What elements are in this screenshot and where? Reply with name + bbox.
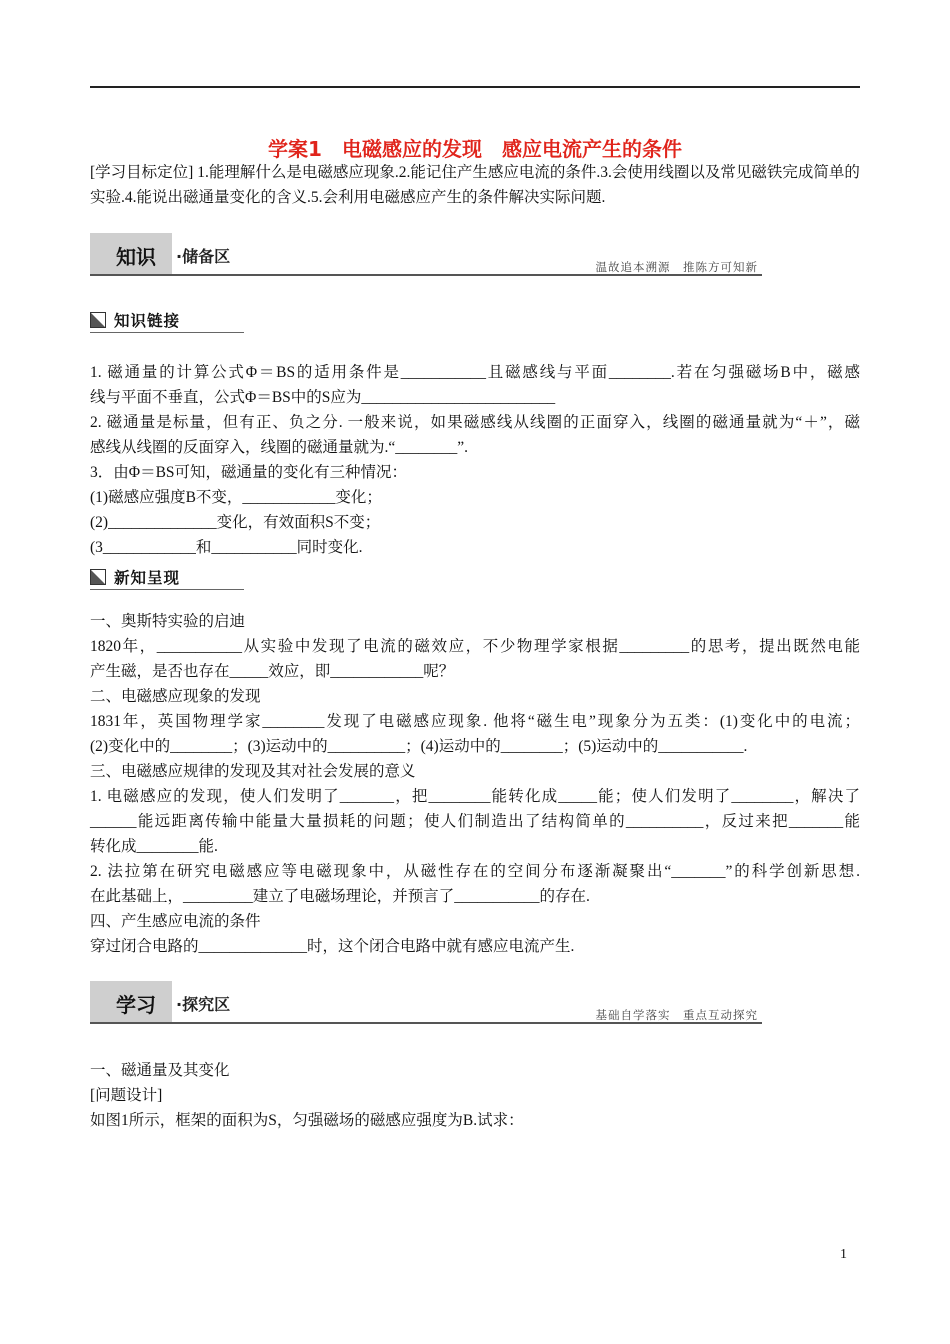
subheading-rule (90, 332, 244, 333)
corner-triangle-icon (90, 312, 106, 328)
section-3-line-5: 在此基础上，_________建立了电磁场理论，并预言了___________的存在. (90, 888, 590, 905)
learning-objectives: [学习目标定位] 1.能理解什么是电磁感应现象.2.能记住产生感应电流的条件.3.会使用线圈以及常见磁铁完成简单的实验.4.能说出磁通量变化的含义.5.会利用电磁感应产生的条件解决实际问题. (90, 164, 860, 206)
question-2-line-2: 感线从线圈的反面穿入，线圈的磁通量就为.“________”. (90, 439, 469, 456)
problem-text: 如图1所示，框架的面积为S，匀强磁场的磁感应强度为B.试求： (90, 1112, 524, 1129)
banner-subtitle: ·探究区 (176, 995, 231, 1014)
section-3-line-2: ______能远距离传输中能量大量损耗的问题；使人们制造出了结构简单的__________，反过来把_______能 (90, 813, 860, 830)
question-3: 3．由Φ＝BS可知，磁通量的变化有三种情况： (90, 464, 408, 481)
subheading-text: 知识链接 (114, 312, 181, 330)
question-1-line-2: 线与平面不垂直，公式Φ＝BS中的S应为_________________________ (90, 389, 556, 406)
section-3-line-3: 转化成________能. (90, 838, 218, 855)
banner-motto: 基础自学落实 重点互动探究 (595, 1008, 758, 1022)
question-3-case-3: (3____________和___________同时变化. (90, 539, 363, 556)
section-4-line-1: 穿过闭合电路的______________时，这个闭合电路中就有感应电流产生. (90, 938, 575, 955)
question-3-case-1: (1)磁感应强度B不变，____________变化； (90, 489, 382, 506)
part-1-heading: 一、磁通量及其变化 (90, 1062, 230, 1079)
section-3-line-4: 2. 法拉第在研究电磁感应等电磁现象中，从磁性存在的空间分布逐渐凝聚出“_______”的科学创新思想. (90, 863, 860, 880)
header-rule (90, 86, 860, 88)
corner-triangle-icon (90, 569, 106, 585)
subheading-new-knowledge (90, 566, 244, 590)
section-1-heading: 一、奥斯特实验的启迪 (90, 613, 246, 630)
banner-title: 学习 (116, 993, 156, 1017)
section-3-line-1: 1. 电磁感应的发现，使人们发明了_______，把________能转化成_____能；使人们发明了________，解决了 (90, 788, 860, 805)
banner-motto: 温故追本溯源 推陈方可知新 (595, 260, 758, 274)
banner-subtitle: ·储备区 (176, 247, 231, 266)
section-1-line-1: 1820年，___________从实验中发现了电流的磁效应，不少物理学家根据_________的思考，提出既然电能 (90, 638, 860, 655)
banner-title: 知识 (116, 245, 156, 269)
question-3-case-2: (2)______________变化，有效面积S不变； (90, 514, 381, 531)
page-number: 1 (840, 1247, 847, 1262)
section-4-heading: 四、产生感应电流的条件 (90, 913, 261, 930)
section-banner-knowledge (90, 233, 762, 279)
problem-design-label: [问题设计] (90, 1087, 163, 1104)
question-1-line-1: 1. 磁通量的计算公式Φ＝BS的适用条件是___________且磁感线与平面________.若在匀强磁场B中，磁感 (90, 364, 860, 381)
section-banner-study (90, 981, 762, 1027)
section-2-line-2: (2)变化中的________；(3)运动中的__________；(4)运动中的________；(5)运动中的___________. (90, 738, 748, 755)
section-2-heading: 二、电磁感应现象的发现 (90, 688, 261, 705)
subheading-text: 新知呈现 (114, 569, 181, 587)
question-2-line-1: 2. 磁通量是标量，但有正、负之分. 一般来说，如果磁感线从线圈的正面穿入，线圈的磁通量就为“＋”，磁 (90, 414, 860, 431)
section-3-heading: 三、电磁感应规律的发现及其对社会发展的意义 (90, 763, 416, 780)
page-title: 学案1 电磁感应的发现 感应电流产生的条件 (268, 137, 682, 161)
subheading-rule (90, 589, 244, 590)
section-1-line-2: 产生磁，是否也存在_____效应，即____________呢？ (90, 663, 455, 680)
section-2-line-1: 1831年，英国物理学家________发现了电磁感应现象. 他将“磁生电”现象分为五类：(1)变化中的电流； (90, 713, 860, 730)
subheading-knowledge-link (90, 309, 244, 333)
